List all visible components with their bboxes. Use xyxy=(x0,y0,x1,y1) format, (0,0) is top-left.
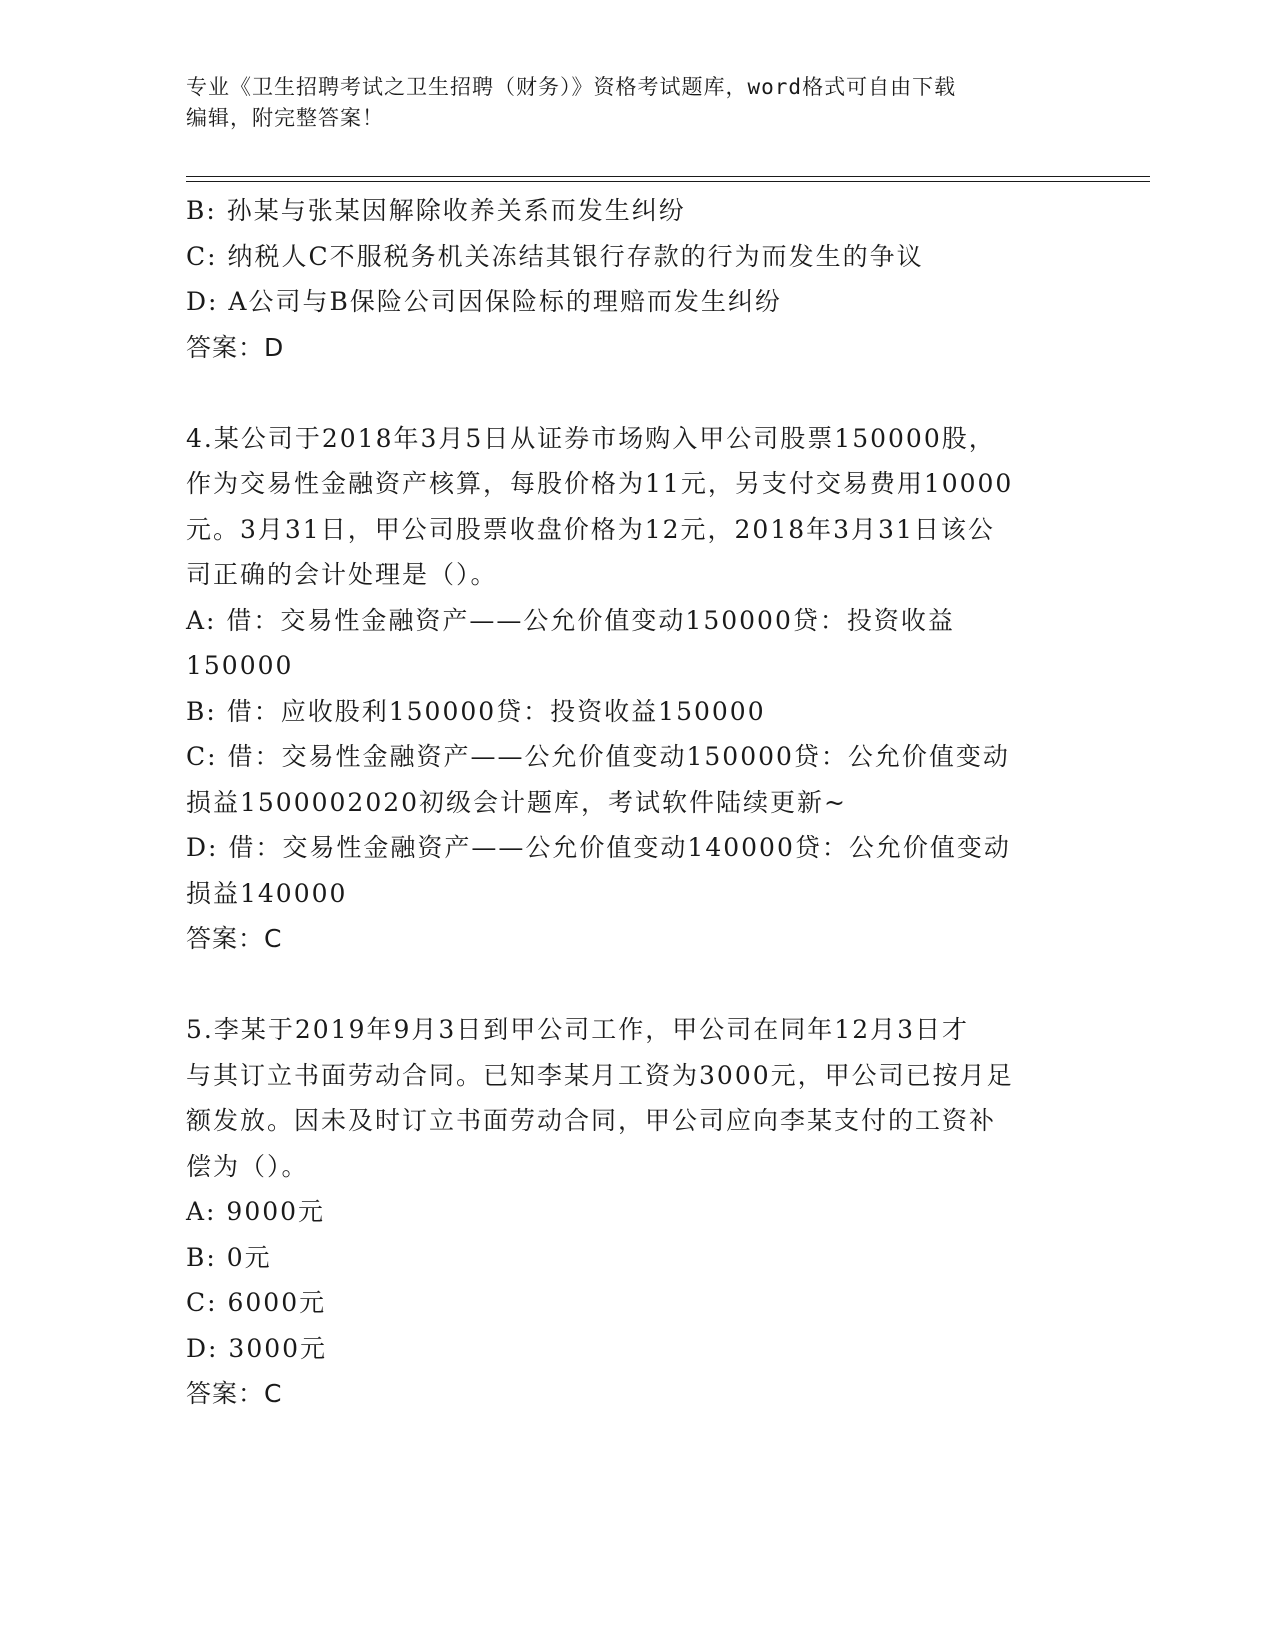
q3-option-c: C: 纳税人C不服税务机关冻结其银行存款的行为而发生的争议 xyxy=(186,241,924,271)
header-line-2: 编辑，附完整答案！ xyxy=(186,106,384,130)
q4-stem-line: 4.某公司于2018年3月5日从证券市场购入甲公司股票150000股， xyxy=(186,423,996,453)
q4-option-b: B: 借：应收股利150000贷：投资收益150000 xyxy=(186,696,766,726)
q3-option-d: D: A公司与B保险公司因保险标的理赔而发生纠纷 xyxy=(186,287,782,316)
q3-answer: 答案：D xyxy=(186,332,285,362)
question-3 xyxy=(186,188,1086,370)
q4-answer: 答案：C xyxy=(186,924,283,953)
question-4 xyxy=(186,416,1086,962)
q4-option-a: A: 借：交易性金融资产——公允价值变动150000贷：投资收益 xyxy=(186,605,955,635)
q5-option-b: B: 0元 xyxy=(186,1242,272,1272)
q5-option-c: C: 6000元 xyxy=(186,1288,327,1317)
q5-answer: 答案：C xyxy=(186,1379,283,1408)
q4-option-a-cont: 150000 xyxy=(186,651,294,680)
q4-option-d: D: 借：交易性金融资产——公允价值变动140000贷：公允价值变动 xyxy=(186,833,1011,862)
q5-stem-line: 偿为（）。 xyxy=(186,1151,309,1181)
q5-option-a: A: 9000元 xyxy=(186,1197,326,1226)
document-header xyxy=(186,72,1086,134)
q5-stem-line: 与其订立书面劳动合同。已知李某月工资为3000元，甲公司已按月足 xyxy=(186,1060,1014,1090)
header-divider-top xyxy=(186,176,1150,177)
question-5 xyxy=(186,1007,1086,1417)
question-content xyxy=(186,188,1086,1417)
q4-stem-line: 司正确的会计处理是（）。 xyxy=(186,560,498,589)
q5-option-d: D: 3000元 xyxy=(186,1333,328,1363)
q4-stem-line: 元。3月31日，甲公司股票收盘价格为12元，2018年3月31日该公 xyxy=(186,514,995,544)
q5-stem-line: 5.李某于2019年9月3日到甲公司工作，甲公司在同年12月3日才 xyxy=(186,1015,970,1044)
header-divider-bottom xyxy=(186,181,1150,182)
spacer xyxy=(186,370,1086,416)
header-line-1: 专业《卫生招聘考试之卫生招聘（财务）》资格考试题库，word格式可自由下载 xyxy=(186,75,957,99)
spacer xyxy=(186,962,1086,1008)
q4-stem-line: 作为交易性金融资产核算，每股价格为11元，另支付交易费用10000 xyxy=(186,469,1014,498)
q3-option-b: B: 孙某与张某因解除收养关系而发生纠纷 xyxy=(186,196,686,225)
q4-option-c-cont: 损益1500002020初级会计题库，考试软件陆续更新~ xyxy=(186,787,848,817)
q5-stem-line: 额发放。因未及时订立书面劳动合同，甲公司应向李某支付的工资补 xyxy=(186,1106,997,1135)
q4-option-c: C: 借：交易性金融资产——公允价值变动150000贷：公允价值变动 xyxy=(186,742,1010,771)
q4-option-d-cont: 损益140000 xyxy=(186,878,348,908)
